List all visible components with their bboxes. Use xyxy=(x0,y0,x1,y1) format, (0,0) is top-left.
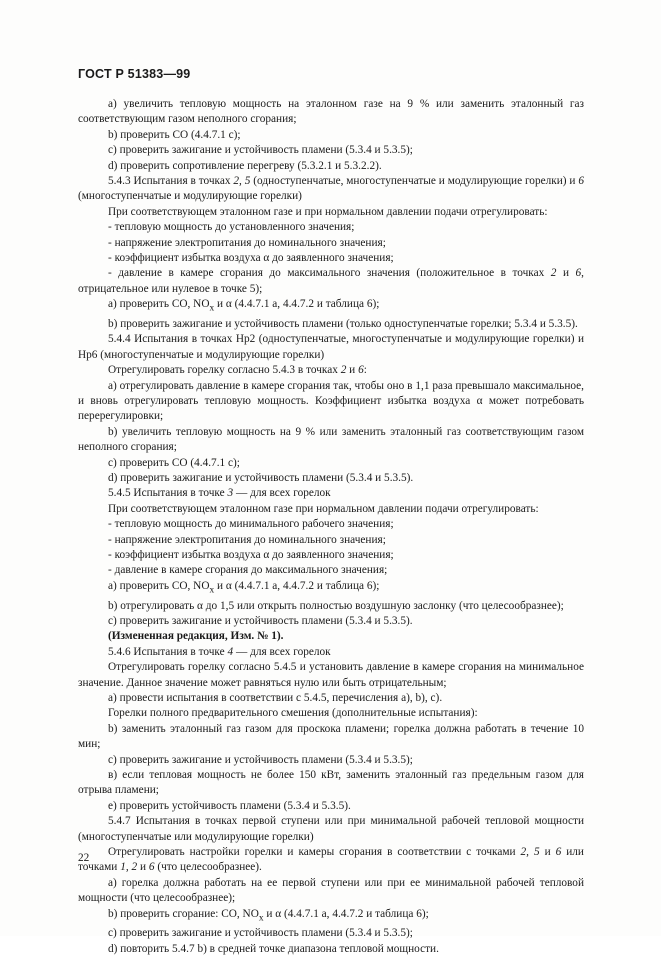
list-item: b) заменить эталонный газ газом для проскока пламени; горелка должна работать в течение 10 мин; xyxy=(78,722,584,751)
list-item: - коэффициент избытка воздуха α до заявленного значения; xyxy=(108,252,394,265)
page-number: 22 xyxy=(78,852,90,864)
paragraph: Горелки полного предварительного смешения (дополнительные испытания): xyxy=(108,707,478,720)
paragraph: Отрегулировать горелку согласно 5.4.3 в точках 2 и 6: xyxy=(108,364,367,377)
list-item: е) проверить устойчивость пламени (5.3.4 и 5.3.5). xyxy=(108,799,351,812)
list-item: а) проверить CO, $NO_x$ и α (4.4.7.1 a, 4.4.7.2 и таблица 6); xyxy=(108,579,380,596)
amendment-note: (Измененная редакция, Изм. № 1). xyxy=(108,630,284,643)
list-item: - напряжение электропитания до номинального значения; xyxy=(108,533,386,546)
list-item: b) проверить сгорание: CO, $NO_x$ и α (4.4.7.1 a, 4.4.7.2 и таблица 6); xyxy=(108,907,429,923)
list-item: c) проверить зажигание и устойчивость пламени (5.3.4 и 5.3.5); xyxy=(108,753,413,766)
section-heading-5-4-3: 5.4.3 Испытания в точках 2, 5 (одноступенчатые, многоступенчатые и модулирующие горелки) и 6 (многоступенчатые и модулирующие горелки) xyxy=(78,175,584,203)
list-item: d) повторить 5.4.7 b) в средней точке диапазона тепловой мощности. xyxy=(108,942,439,955)
paragraph: b) проверить CO (4.4.7.1 c); xyxy=(108,128,241,141)
list-item: в) если тепловая мощность не более 150 кВт, заменить эталонный газ предельным газом для отрыва пламени; xyxy=(78,768,584,797)
list-item: а) горелка должна работать на ее первой ступени или при ее минимальной рабочей тепловой мощности (что целесообразнее); xyxy=(78,876,584,905)
page-header: ГОСТ Р 51383—99 xyxy=(78,67,191,81)
list-item: - коэффициент избытка воздуха α до заявленного значения; xyxy=(108,549,394,562)
list-item: а) отрегулировать давление в камере сгорания так, чтобы оно в 1,1 раза превышало максимальное, и вновь отрегулировать тепловую мощность. Коэффициент избытка воздуха α может потребовать перерегулировки; xyxy=(78,379,584,423)
list-item: - тепловую мощность до установленного значения; xyxy=(108,221,355,234)
list-item: d) проверить зажигание и устойчивость пламени (5.3.4 и 5.3.5). xyxy=(108,472,414,484)
list-item: - тепловую мощность до минимального рабочего значения; xyxy=(108,518,394,531)
list-item: - давление в камере сгорания до максимального значения (положительное в точках 2 и 6, отрицательное или нулевое в точке 5); xyxy=(78,267,584,295)
list-item: c) проверить зажигание и устойчивость пламени (5.3.4 и 5.3.5). xyxy=(108,614,413,627)
list-item: а) проверить CO, $NO_x$ и α (4.4.7.1 a, 4.4.7.2 и таблица 6); xyxy=(108,298,380,314)
section-heading-5-4-7: 5.4.7 Испытания в точках первой ступени или при минимальной рабочей тепловой мощности (многоступенчатые или модулирующие горелки) xyxy=(78,815,584,843)
section-heading-5-4-5: 5.4.5 Испытания в точке 3 — для всех горелок xyxy=(108,487,331,500)
list-item: b) проверить зажигание и устойчивость пламени (только одноступенчатые горелки; 5.3.4 и 5.3.5). xyxy=(108,317,578,330)
list-item: b) увеличить тепловую мощность на 9 % или заменить эталонный газ соответствующим газом неполного сгорания; xyxy=(78,425,584,454)
list-item: c) проверить зажигание и устойчивость пламени (5.3.4 и 5.3.5); xyxy=(108,927,413,940)
paragraph: Отрегулировать настройки горелки и камеры сгорания в соответствии с точками 2, 5 и 6 или точками 1, 2 и 6 (что целесообразнее). xyxy=(78,846,584,874)
paragraph: При соответствующем эталонном газе и при нормальном давлении подачи отрегулировать: xyxy=(108,205,548,218)
paragraph: а) увеличить тепловую мощность на эталонном газе на 9 % или заменить эталонный газ соответствующим газом неполного сгорания; xyxy=(78,98,584,126)
list-item: - напряжение электропитания до номинального значения; xyxy=(108,236,386,249)
list-item: c) проверить CO (4.4.7.1 c); xyxy=(108,456,240,469)
paragraph: c) проверить зажигание и устойчивость пламени (5.3.4 и 5.3.5); xyxy=(108,144,413,157)
section-heading-5-4-4: 5.4.4 Испытания в точках Hp2 (одноступенчатые, многоступенчатые и модулирующие горелки) и Hp6 (многоступенчатые и модулирующие горелки) xyxy=(78,333,584,361)
list-item: а) провести испытания в соответствии с 5.4.5, перечисления a), b), c). xyxy=(108,691,443,704)
section-heading-5-4-6: 5.4.6 Испытания в точке 4 — для всех горелок xyxy=(108,645,331,658)
paragraph: d) проверить сопротивление перегреву (5.3.2.1 и 5.3.2.2). xyxy=(108,159,382,172)
list-item: - давление в камере сгорания до максимального значения; xyxy=(108,564,388,577)
list-item: b) отрегулировать α до 1,5 или открыть полностью воздушную заслонку (что целесообразнее); xyxy=(108,599,564,612)
page-body xyxy=(78,97,584,957)
paragraph: При соответствующем эталонном газе при нормальном давлении подачи отрегулировать: xyxy=(108,502,539,515)
paragraph: Отрегулировать горелку согласно 5.4.5 и установить давление в камере сгорания на минимальное значение. Данное значение может равняться нулю или быть отрицательным; xyxy=(78,661,584,689)
